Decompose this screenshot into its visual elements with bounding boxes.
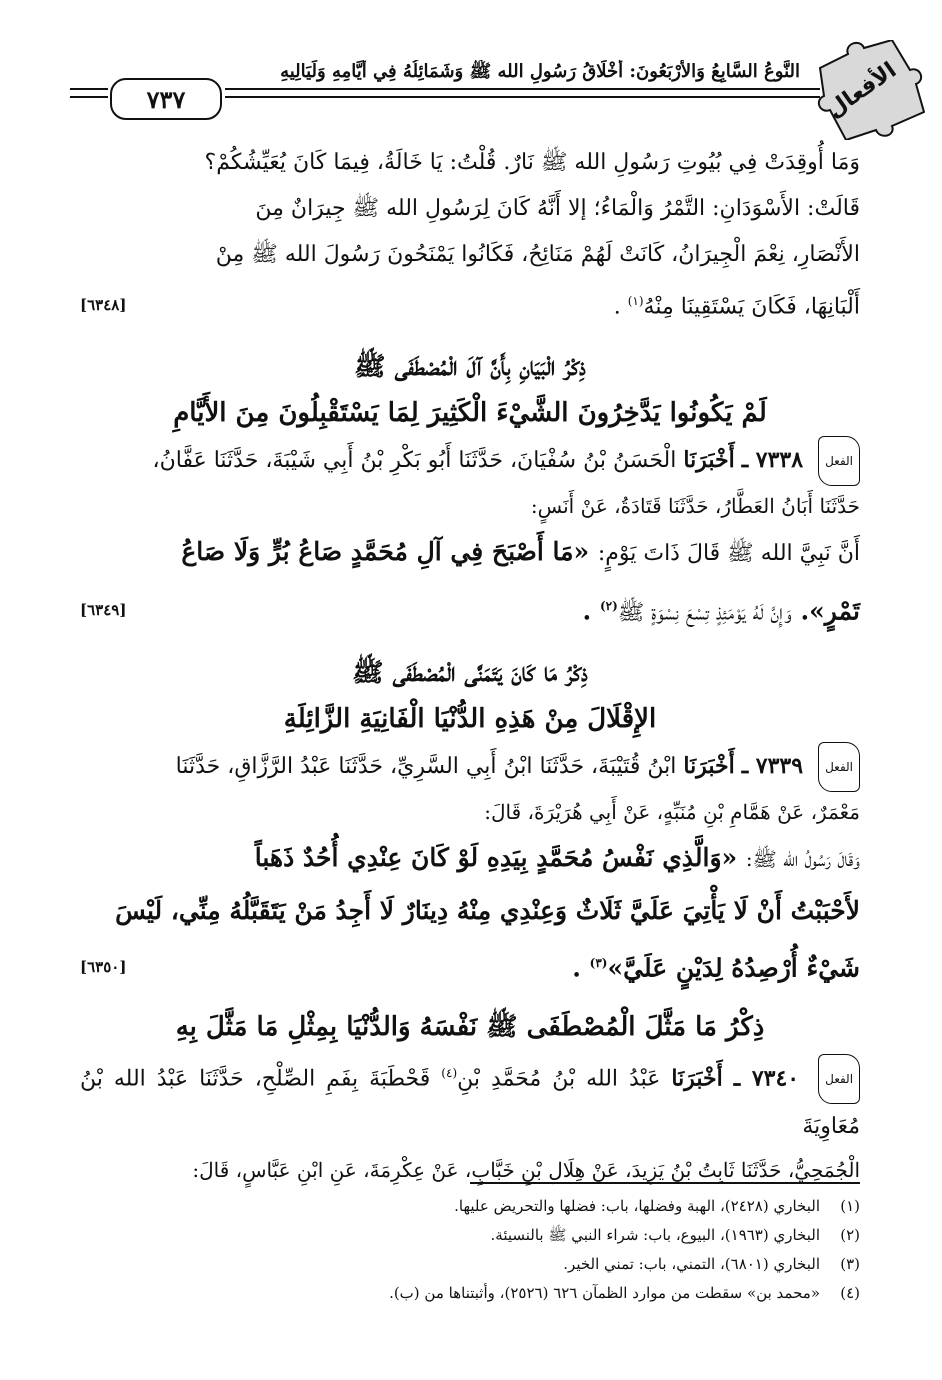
footnote-text: «محمد بن» سقطت من موارد الظمآن ٦٢٦ (٢٥٢٦)، وأثبتناها من (ب). (389, 1284, 820, 1302)
chapter-heading: الإِقْلَالَ مِنْ هَذِهِ الدُّنْيَا الْفَانِيَةِ الزَّائِلَةِ (283, 703, 657, 734)
text-fragment: وَإِنَّ لَهُ يَوْمَئِذٍ تِسْعَ نِسْوَةٍ ﷺ (617, 600, 792, 626)
narration-keyword: أَخْبَرَنَا (683, 752, 735, 779)
header-rule-left-top (70, 88, 108, 90)
chapter-heading: ذِكْرُ مَا مَثَّلَ الْمُصْطَفَى ﷺ نَفْسَهُ وَالدُّنْيَا بِمِثْلِ مَا مَثَّلَ بِهِ (175, 1011, 765, 1042)
footnote (80, 1250, 860, 1279)
text-fragment: أَنَّ نَبِيَّ الله ﷺ قَالَ ذَاتَ يَوْمٍ: (597, 541, 860, 567)
text-fragment: أَلْبَانِهَا، فَكَانَ يَسْتَقِينَا مِنْهُ (643, 294, 860, 320)
hadith-reference: [٦٣٥٠] (80, 957, 127, 976)
text-line: مَعْمَرٌ، عَنْ هَمَّامِ بْنِ مُنَبِّهٍ، عَنْ أَبِي هُرَيْرَةَ، قَالَ: (484, 799, 860, 824)
text-line: حَدَّثَنَا أَبَانُ العَطَّارُ، حَدَّثَنَا قَتَادَةُ، عَنْ أَنَسٍ: (530, 494, 860, 519)
hadith-text (80, 526, 860, 580)
text-fragment: «مَا أَصْبَحَ فِي آلِ مُحَمَّدٍ صَاعُ بُرٍّ وَلَا صَاعُ (181, 537, 590, 567)
footnote-marker: (١) (627, 294, 644, 308)
text-line: أَلْبَانِهَا، فَكَانَ يَسْتَقِينَا مِنْهُ$^{(١)}$ . [٦٣٤٨] (80, 278, 860, 330)
hadith-chain (80, 1050, 860, 1150)
puzzle-label: الأفعال (823, 57, 902, 123)
text-fragment: عَبْدُ الله بْنُ مُحَمَّدِ بْنِ (457, 1066, 661, 1092)
hadith-chain (80, 742, 860, 792)
section-puzzle-badge (800, 40, 925, 140)
footnote-separator (470, 1182, 860, 1184)
chapter-heading: ذِكْرُ مَا كَانَ يَتَمَنَّى الْمُصْطَفَى ﷺ (352, 657, 588, 688)
footnote (80, 1192, 860, 1221)
text-fragment: قَحْطَبَةَ بِفَمِ الصِّلْحِ، حَدَّثَنَا عَبْدُ الله بْنُ مُعَاوِيَةَ (80, 1066, 860, 1140)
footnote-number: (٢) (840, 1226, 860, 1244)
header-rule-left-bottom (70, 96, 108, 98)
hadith-text: تَمْرٍ». وَإِنَّ لَهُ يَوْمَئِذٍ تِسْعَ نِسْوَةٍ ﷺ$^{(٢)}$ . [٦٣٤٩] (80, 580, 860, 639)
hadith-text: شَيْءٌ أُرْصِدُهُ لِدَيْنٍ عَلَيَّ»$^{(٣)}$ . [٦٣٥٠] (80, 937, 860, 994)
text-line: الأَنْصَارِ، نِعْمَ الْجِيرَانُ، كَانَتْ لَهُمْ مَنَائِحُ، فَكَانُوا يَمْنَحُونَ رَسُولَ الله ﷺ مِنْ (215, 242, 860, 267)
hadith-reference: [٦٣٤٨] (80, 296, 127, 314)
footnote-number: (١) (840, 1197, 860, 1215)
text-line: قَالَتْ: الأَسْوَدَانِ: التَّمْرُ وَالْمَاءُ؛ إلا أَنَّهُ كَانَ لِرَسُولِ الله ﷺ جِيرَانٌ مِنَ (255, 196, 860, 221)
footnote-marker: (٣) (589, 955, 608, 970)
text-fragment: الْحَسَنُ بْنُ سُفْيَانَ، حَدَّثَنَا أَبُو بَكْرِ بْنُ أَبِي شَيْبَةَ، حَدَّثَنَا عَفَّانُ، (152, 448, 677, 474)
footnote (80, 1279, 860, 1308)
footnotes (80, 1192, 860, 1308)
footnote-number: (٣) (840, 1255, 860, 1273)
chapter-heading: لَمْ يَكُونُوا يَدَّخِرُونَ الشَّيْءَ الْكَثِيرَ لِمَا يَسْتَقْبِلُونَ مِنَ الأَيَّامِ (173, 398, 767, 429)
footnote-marker: (٢) (599, 599, 618, 614)
hadith-text: لأَحْبَبْتُ أَنْ لَا يَأْتِيَ عَلَيَّ ثَلَاثٌ وَعِنْدِي مِنْهُ دِينَارٌ لَا أَجِدُ مَنْ يَتَقَبَّلُهُ مِنِّي، لَيْسَ (115, 895, 860, 925)
hadith-number: ٧٣٤٠ ـ (733, 1065, 800, 1092)
main-text (80, 140, 860, 1190)
footnote (80, 1221, 860, 1250)
text-fragment: شَيْءٌ أُرْصِدُهُ لِدَيْنٍ عَلَيَّ» (607, 952, 860, 982)
header-rule-bottom (225, 96, 820, 98)
narration-keyword: أَخْبَرَنَا (671, 1065, 723, 1092)
text-fragment: «وَالَّذِي نَفْسُ مُحَمَّدٍ بِيَدِهِ لَوْ كَانَ عِنْدِي أُحُدٌ ذَهَباً (254, 842, 738, 872)
text-fragment: ابْنُ قُتَيْبَةَ، حَدَّثَنَا ابْنُ أَبِي السَّرِيِّ، حَدَّثَنَا عَبْدُ الرَّزَّاقِ، حَدَّثَنَا (175, 753, 677, 779)
text-fragment: تَمْرٍ». (800, 596, 860, 626)
text-line: وَمَا أُوقِدَتْ فِي بُيُوتِ رَسُولِ الله ﷺ نَارٌ. قُلْتُ: يَا خَالَةُ، فِيمَا كَانَ يُعَيِّشُكُمْ؟ (204, 150, 860, 175)
footnote-number: (٤) (840, 1284, 860, 1302)
hadith-number: ٧٣٣٨ ـ (741, 447, 804, 474)
footnote-text: البخاري (١٩٦٣)، البيوع، باب: شراء النبي ﷺ بالنسيئة. (490, 1226, 820, 1244)
text-fragment: وَقَالَ رَسُولُ الله ﷺ: (745, 846, 860, 871)
footnote-text: البخاري (٢٤٢٨)، الهبة وفضلها، باب: فضلها والتحريض عليها. (454, 1197, 820, 1215)
running-title: النَّوعُ السَّابِعُ وَالأرْبَعُونَ: أَخْلَاقُ رَسُولِ الله ﷺ وَشَمَائِلُهُ فِي أَيَّامِهِ وَلَيَالِيهِ (280, 61, 800, 82)
footnote-marker: (٤) (441, 1065, 458, 1080)
hadith-reference: [٦٣٤٩] (80, 601, 127, 620)
chapter-heading: ذِكْرُ الْبَيَانِ بِأَنَّ آلَ الْمُصْطَفَى ﷺ (354, 352, 586, 383)
page-number: ٧٣٧ (110, 78, 222, 120)
text-line: الْجُمَحِيُّ، حَدَّثَنَا ثَابِتُ بْنُ يَزِيدَ، عَنْ هِلَالِ بْنِ خَبَّابٍ، عَنْ عِكْرِمَةَ، عَنِ ابْنِ عَبَّاسٍ، قَالَ: (192, 1158, 860, 1183)
hadith-text (80, 832, 860, 885)
hadith-chain (80, 436, 860, 486)
footnote-text: البخاري (٦٨٠١)، التمني، باب: تمني الخير. (563, 1255, 820, 1273)
narration-keyword: أَخْبَرَنَا (683, 447, 735, 474)
hadith-number: ٧٣٣٩ ـ (741, 752, 804, 779)
hadith-badge: الفعل (818, 742, 860, 792)
hadith-badge: الفعل (818, 436, 860, 486)
header-rule-top (225, 88, 820, 90)
page-header (70, 40, 925, 130)
hadith-badge: الفعل (818, 1054, 860, 1104)
